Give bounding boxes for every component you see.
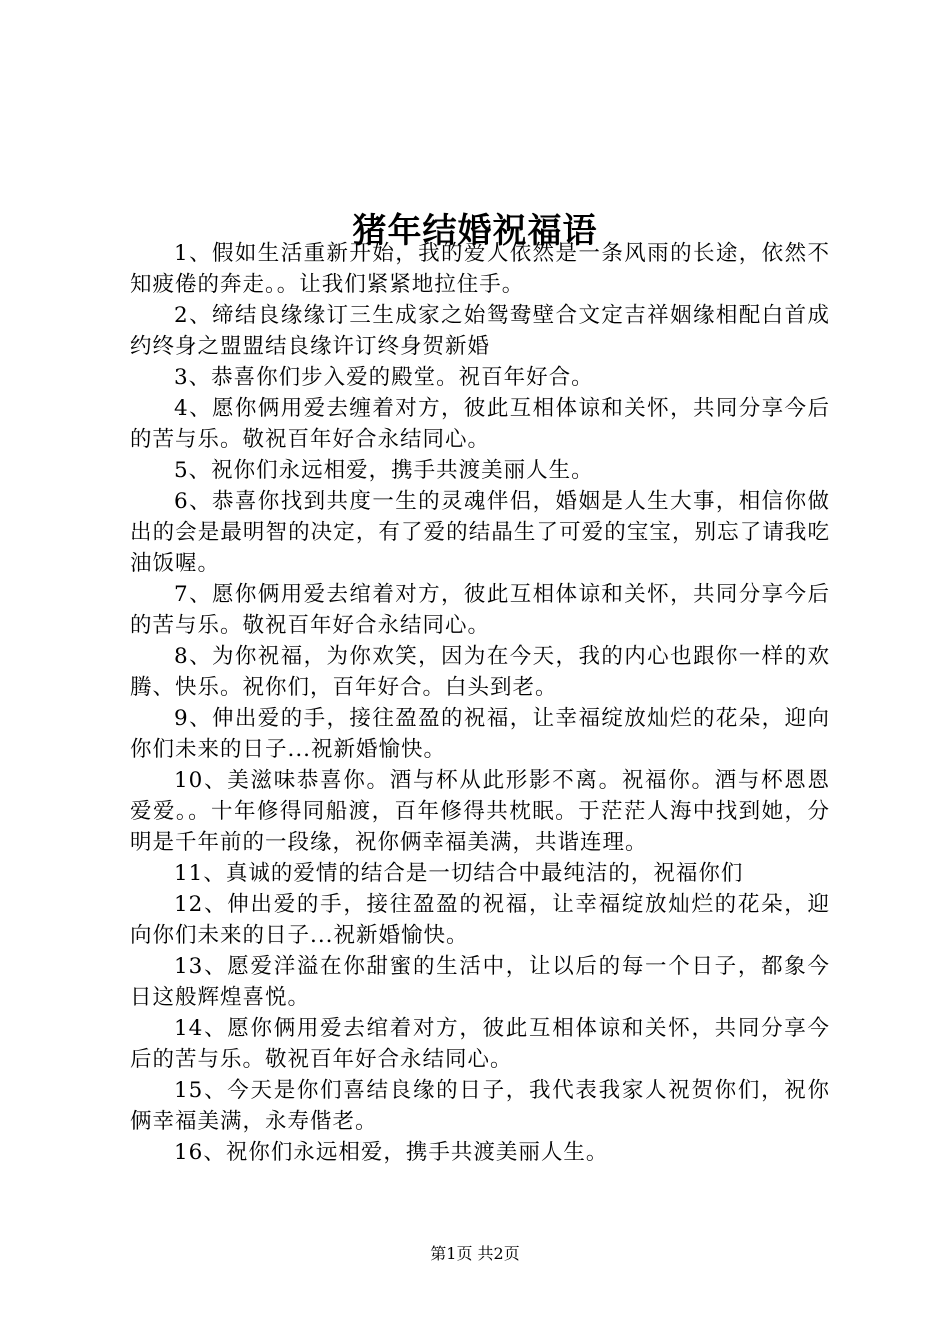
blessing-paragraph: 3、恭喜你们步入爱的殿堂。祝百年好合。 [174, 365, 594, 390]
blessing-paragraph: 13、愿爱洋溢在你甜蜜的生活中，让以后的每一个日子，都象今日这般辉煌喜悦。 [130, 954, 830, 1010]
blessing-paragraph: 16、祝你们永远相爱，携手共渡美丽人生。 [174, 1140, 609, 1165]
blessing-paragraph: 12、伸出爱的手，接往盈盈的祝福，让幸福绽放灿烂的花朵，迎向你们未来的日子...祝新婚愉快。 [130, 892, 830, 948]
blessings-list [130, 238, 830, 1168]
document-title: 猪年结婚祝福语 [352, 210, 598, 251]
blessing-paragraph: 5、祝你们永远相爱，携手共渡美丽人生。 [174, 458, 594, 483]
blessing-paragraph: 6、恭喜你找到共度一生的灵魂伴侣，婚姻是人生大事，相信你做出的会是最明智的决定，有了爱的结晶生了可爱的宝宝，别忘了请我吃油饭喔。 [130, 489, 830, 576]
blessing-paragraph: 14、愿你俩用爱去绾着对方，彼此互相体谅和关怀，共同分享今后的苦与乐。敬祝百年好合永结同心。 [130, 1016, 830, 1072]
blessing-paragraph: 9、伸出爱的手，接往盈盈的祝福，让幸福绽放灿烂的花朵，迎向你们未来的日子...祝新婚愉快。 [130, 706, 830, 762]
blessing-paragraph: 11、真诚的爱情的结合是一切结合中最纯洁的，祝福你们 [174, 861, 744, 886]
blessing-paragraph: 7、愿你俩用爱去绾着对方，彼此互相体谅和关怀，共同分享今后的苦与乐。敬祝百年好合永结同心。 [130, 582, 830, 638]
blessing-paragraph: 8、为你祝福，为你欢笑，因为在今天，我的内心也跟你一样的欢腾、快乐。祝你们，百年好合。白头到老。 [130, 644, 830, 700]
blessing-paragraph: 15、今天是你们喜结良缘的日子，我代表我家人祝贺你们，祝你俩幸福美满，永寿偕老。 [130, 1078, 830, 1134]
blessing-paragraph: 1、假如生活重新开始，我的爱人依然是一条风雨的长途，依然不知疲倦的奔走。。让我们紧紧地拉住手。 [130, 241, 830, 297]
blessing-paragraph: 2、缔结良缘缘订三生成家之始鸳鸯壁合文定吉祥姻缘相配白首成约终身之盟盟结良缘许订终身贺新婚 [130, 303, 830, 359]
page-footer: 第1页 共2页 [430, 1244, 520, 1263]
blessing-paragraph: 10、美滋味恭喜你。酒与杯从此形影不离。祝福你。酒与杯恩恩爱爱。。十年修得同船渡，百年修得共枕眠。于茫茫人海中找到她，分明是千年前的一段缘，祝你俩幸福美满，共谐连理。 [130, 768, 830, 855]
blessing-paragraph: 4、愿你俩用爱去缠着对方，彼此互相体谅和关怀，共同分享今后的苦与乐。敬祝百年好合永结同心。 [130, 396, 830, 452]
